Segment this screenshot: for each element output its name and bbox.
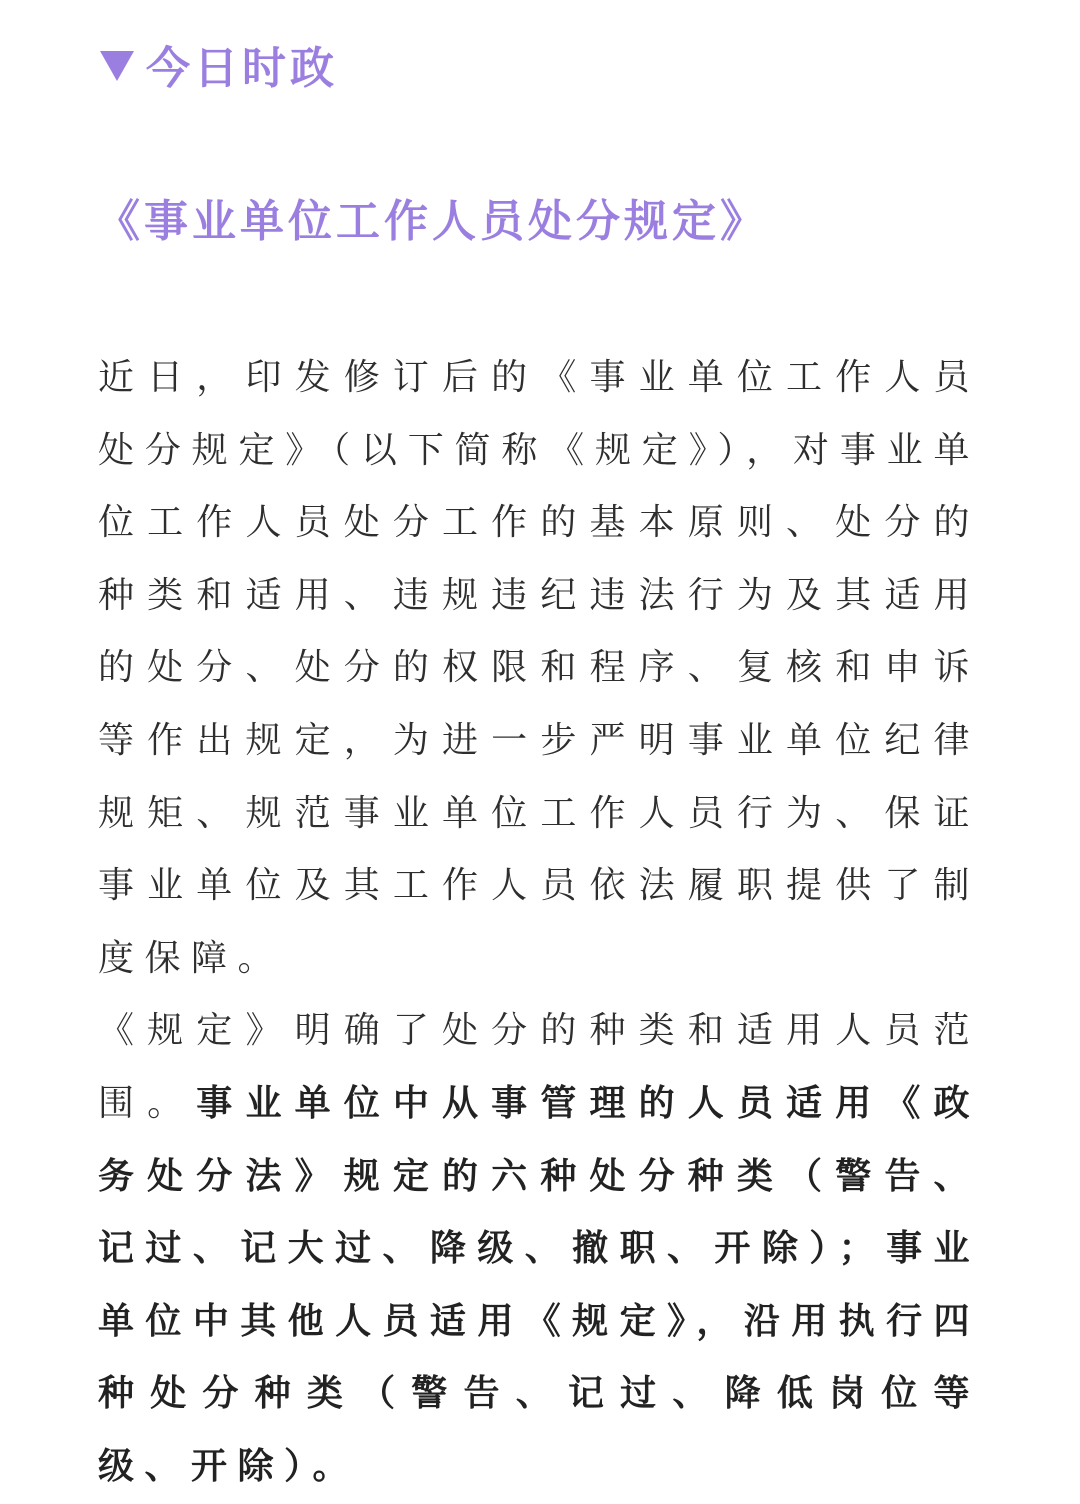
paragraph-2-plain: 《规定》明确了处分的种类和适用人员范围。 bbox=[98, 1010, 980, 1124]
paragraph-2 bbox=[98, 995, 980, 1503]
section-label: 今日时政 bbox=[146, 43, 338, 94]
paragraph-2-bold: 事业单位中从事管理的人员适用《政务处分法》规定的六种处分种类（警告、记过、记大过、降级、撤职、开除）；事业单位中其他人员适用《规定》，沿用执行四种处分种类（警告、记过、降低岗位等级、开除）。 bbox=[98, 1082, 980, 1487]
paragraph-1: 近日，印发修订后的《事业单位工作人员处分规定》（以下简称《规定》），对事业单位工作人员处分工作的基本原则、处分的种类和适用、违规违纪违法行为及其适用的处分、处分的权限和程序、复核和申诉等作出规定，为进一步严明事业单位纪律规矩、规范事业单位工作人员行为、保证事业单位及其工作人员依法履职提供了制度保障。 bbox=[98, 357, 980, 979]
triangle-down-icon bbox=[100, 51, 134, 81]
section-header bbox=[100, 36, 338, 92]
article-title: 《事业单位工作人员处分规定》 bbox=[96, 196, 768, 247]
article-body bbox=[98, 342, 980, 1504]
